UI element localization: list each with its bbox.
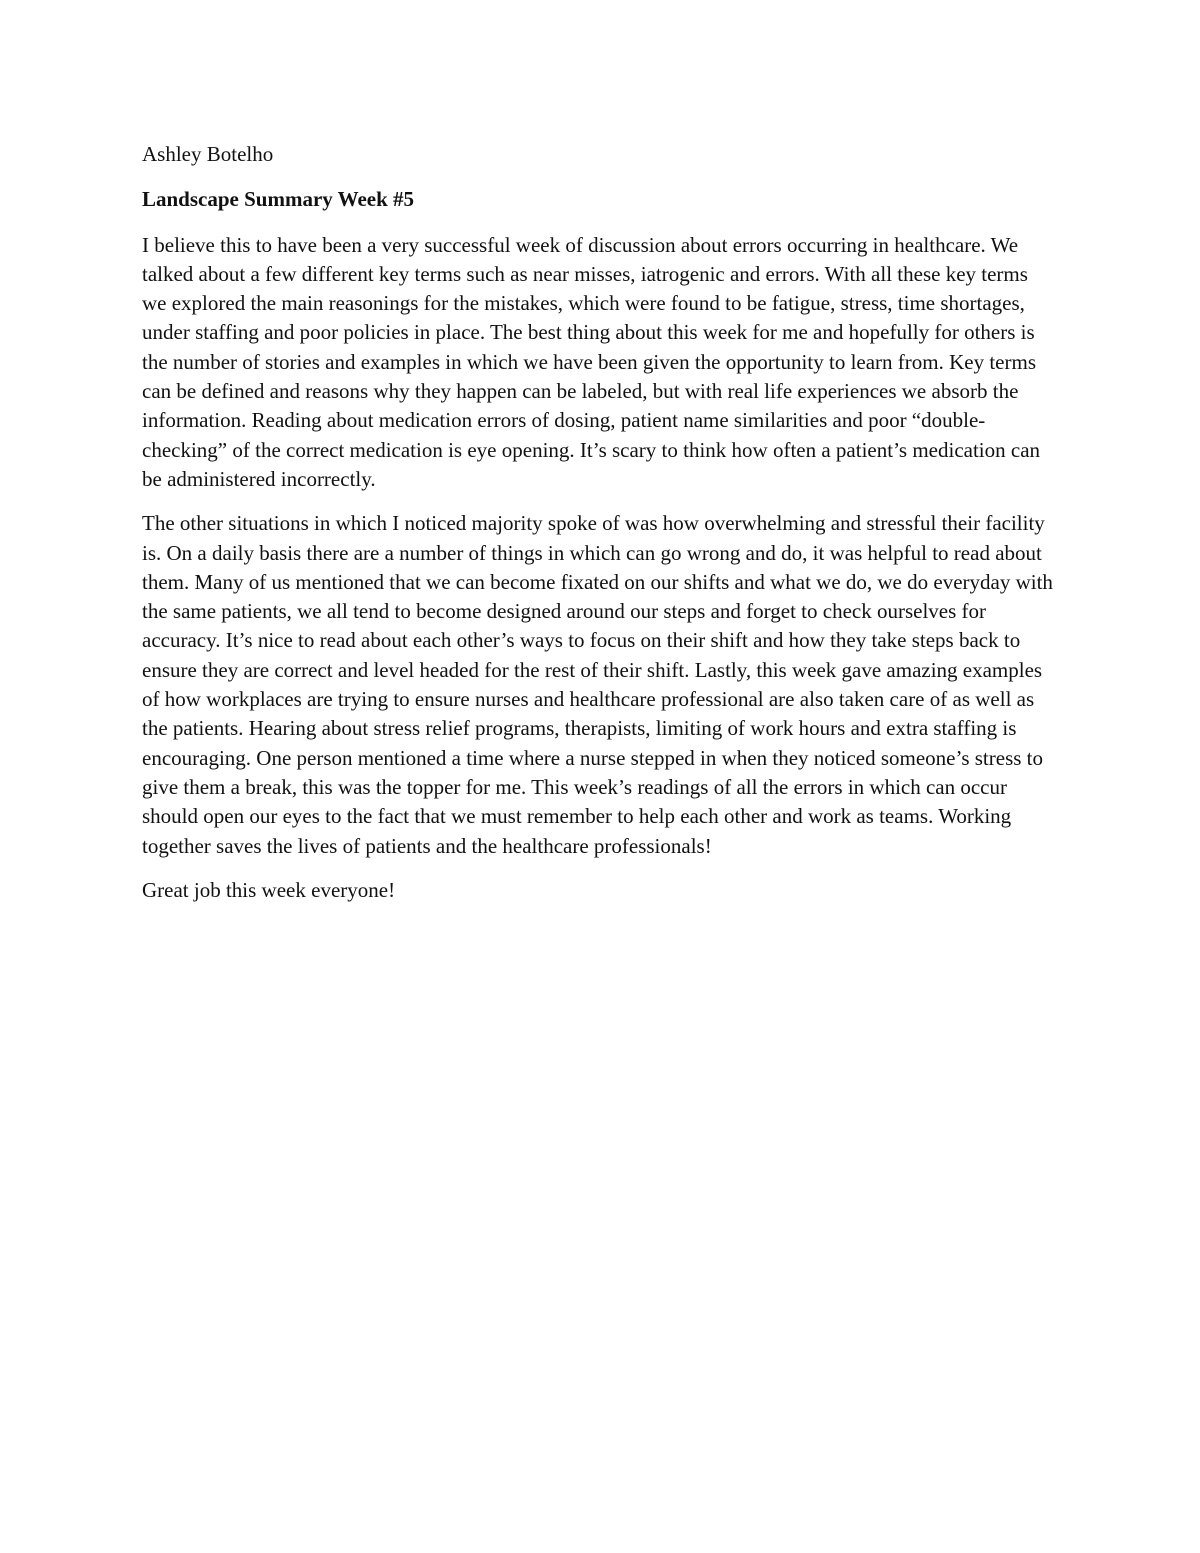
closing-line: Great job this week everyone! <box>142 877 396 902</box>
document-body <box>142 140 1057 905</box>
paragraph-1: I believe this to have been a very successful week of discussion about errors occurring in healthcare. We talked about a few different key terms such as near misses, iatrogenic and errors. With all these key terms we explored the main reasonings for the mistakes, which were found to be fatigue, stress, time shortages, under staffing and poor policies in place. The best thing about this week for me and hopefully for others is the number of stories and examples in which we have been given the opportunity to learn from. Key terms can be defined and reasons why they happen can be labeled, but with real life experiences we absorb the information. Reading about medication errors of dosing, patient name similarities and poor “double-checking” of the correct medication is eye opening. It’s scary to think how often a patient’s medication can be administered incorrectly. <box>142 232 1041 491</box>
paragraph-2: The other situations in which I noticed majority spoke of was how overwhelming and stressful their facility is. On a daily basis there are a number of things in which can go wrong and do, it was helpful to read about them. Many of us mentioned that we can become fixated on our shifts and what we do, we do everyday with the same patients, we all tend to become designed around our steps and forget to check ourselves for accuracy. It’s nice to read about each other’s ways to focus on their shift and how they take steps back to ensure they are correct and level headed for the rest of their shift. Lastly, this week gave amazing examples of how workplaces are trying to ensure nurses and healthcare professional are also taken care of as well as the patients. Hearing about stress relief programs, therapists, limiting of work hours and extra staffing is encouraging. One person mentioned a time where a nurse stepped in when they noticed someone’s stress to give them a break, this was the topper for me. This week’s readings of all the errors in which can occur should open our eyes to the fact that we must remember to help each other and work as teams. Working together saves the lives of patients and the healthcare professionals! <box>142 511 1053 858</box>
document-title: Landscape Summary Week #5 <box>142 187 415 212</box>
author-name: Ashley Botelho <box>142 142 274 166</box>
